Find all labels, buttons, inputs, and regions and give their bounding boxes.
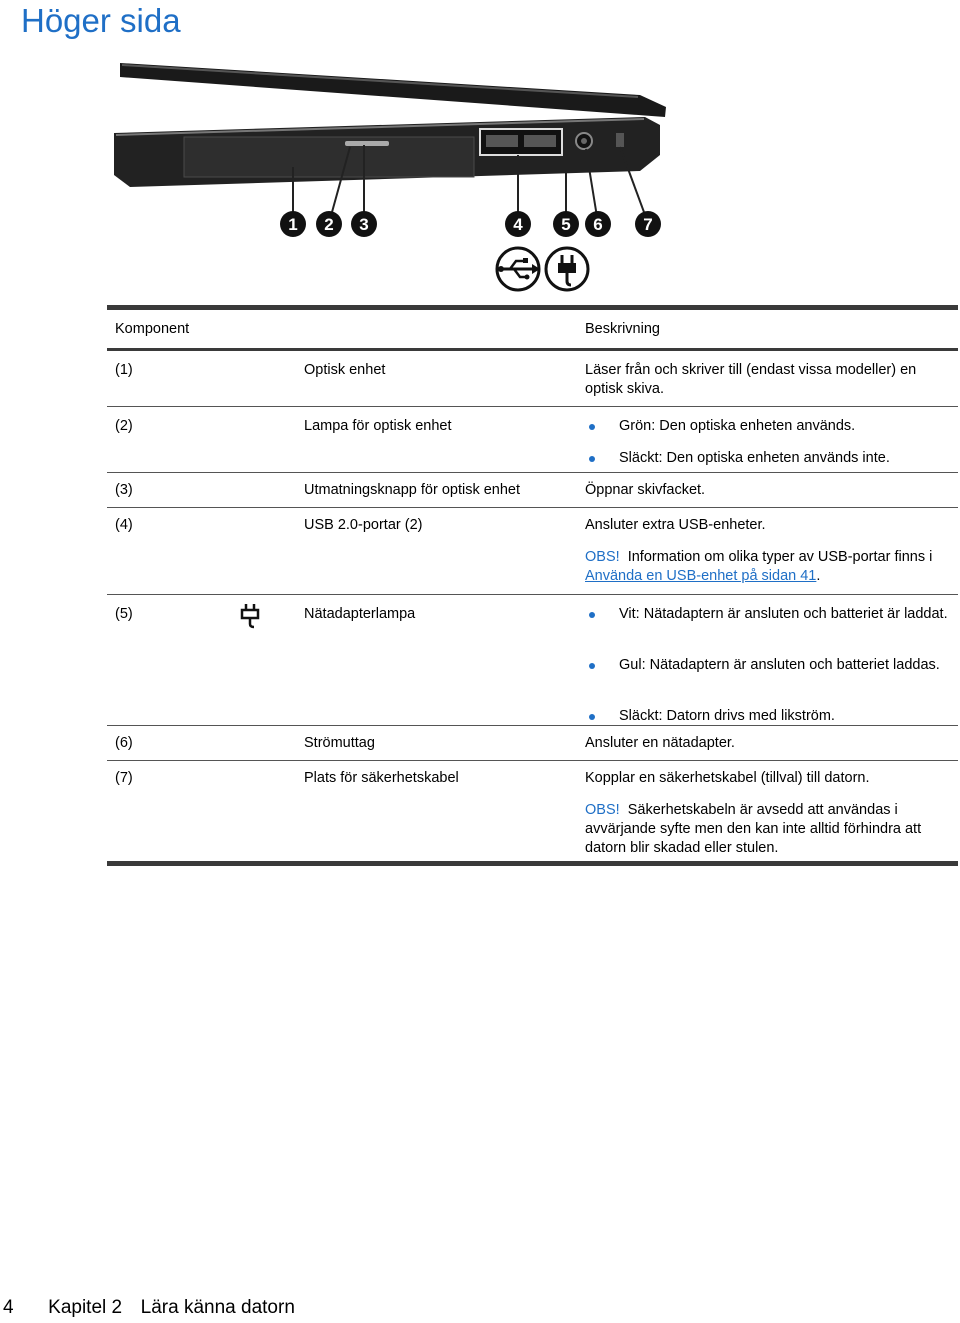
chapter-label: Kapitel 2 xyxy=(48,1297,123,1318)
note: OBS! Information om olika typer av USB-portar finns i Använda en USB-enhet på sidan 41. xyxy=(585,549,933,584)
table-row: (2) Lampa för optisk enhet Grön: Den optiska enheten används. Släckt: Den optiska enheten används inte. xyxy=(107,407,958,472)
svg-text:7: 7 xyxy=(643,215,653,234)
table-row: (3) Utmatningsknapp för optisk enhet Öppnar skivfacket. xyxy=(115,482,706,498)
header-component: Komponent xyxy=(115,321,190,337)
table-header xyxy=(107,310,958,348)
table-row: (4) USB 2.0-portar (2) Ansluter extra USB-enheter. OBS! Information om olika typer av USB-portar finns i Använda en USB-enhet på sidan 41. xyxy=(107,508,958,594)
page-footer xyxy=(3,1297,295,1319)
cross-reference-link[interactable]: Använda en USB-enhet på sidan 41 xyxy=(585,568,817,584)
header-description: Beskrivning xyxy=(585,321,660,337)
table-row: (1) Optisk enhet Läser från och skriver till (endast vissa modeller) en optisk skiva. xyxy=(115,362,917,397)
svg-text:5: 5 xyxy=(561,215,571,234)
component-table xyxy=(107,305,958,866)
callout-badges xyxy=(280,211,661,237)
svg-text:2: 2 xyxy=(324,215,334,234)
list-item: Vit: Nätadaptern är ansluten och batteriet är laddat. xyxy=(585,605,955,624)
page-title: Höger sida xyxy=(21,2,181,39)
chapter-title: Lära känna datorn xyxy=(140,1297,295,1318)
list-item: Grön: Den optiska enheten används. xyxy=(585,417,955,436)
table-row: (5) Nätadapterlampa Vit: Nätadaptern är ansluten och batteriet är laddat. Gul: Nätadaptern är ansluten och batteriet laddas. Släckt: Datorn drivs med likström. xyxy=(107,595,958,725)
svg-text:4: 4 xyxy=(513,215,523,234)
list-item: Gul: Nätadaptern är ansluten och batteriet laddas. xyxy=(585,656,955,675)
laptop-right-side-illustration xyxy=(100,55,680,300)
usb-icon xyxy=(497,248,540,290)
power-plug-icon xyxy=(546,248,588,290)
svg-text:6: 6 xyxy=(593,215,603,234)
page-number: 4 xyxy=(3,1297,14,1318)
power-plug-icon xyxy=(240,603,260,629)
table-row: (6) Strömuttag Ansluter en nätadapter. xyxy=(115,735,735,751)
list-item: Släckt: Den optiska enheten används inte. xyxy=(585,449,955,468)
note: OBS! Säkerhetskabeln är avsedd att användas i avvärjande syfte men den kan inte alltid förhindra att datorn blir skadad eller stulen. xyxy=(585,802,922,856)
table-row: (7) Plats för säkerhetskabel Kopplar en säkerhetskabel (tillval) till datorn. OBS! Säkerhetskabeln är avsedd att användas i avvärjande syfte men den kan inte alltid förhindra att datorn blir skadad eller stulen. xyxy=(107,761,958,861)
list-item: Släckt: Datorn drivs med likström. xyxy=(585,707,955,726)
svg-text:1: 1 xyxy=(288,215,298,234)
svg-text:3: 3 xyxy=(359,215,369,234)
